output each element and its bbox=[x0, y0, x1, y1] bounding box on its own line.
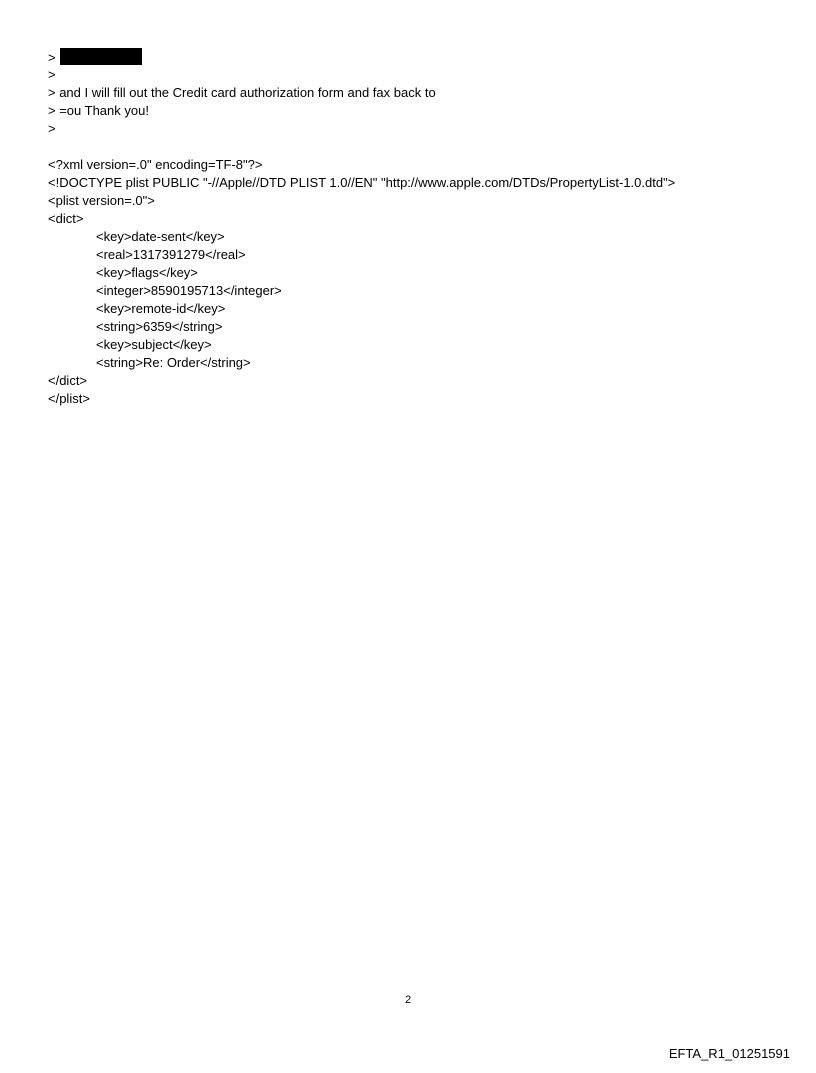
bates-number: EFTA_R1_01251591 bbox=[668, 1046, 790, 1061]
plist-key: <key>subject</key> bbox=[96, 337, 212, 352]
quoted-line: > and I will fill out the Credit card authorization form and fax back to bbox=[48, 85, 436, 100]
page-number: 2 bbox=[404, 994, 412, 1006]
dict-open-tag: <dict> bbox=[48, 211, 84, 226]
redaction-box bbox=[60, 48, 142, 65]
plist-value: <string>Re: Order</string> bbox=[96, 355, 251, 370]
quoted-line: > bbox=[48, 67, 56, 82]
xml-declaration: <?xml version=.0" encoding=TF-8"?> bbox=[48, 157, 263, 172]
quoted-line-redacted bbox=[48, 48, 142, 67]
plist-value: <real>1317391279</real> bbox=[96, 247, 246, 262]
plist-close-tag: </plist> bbox=[48, 391, 90, 406]
quoted-line: > bbox=[48, 121, 56, 136]
dict-close-tag: </dict> bbox=[48, 373, 88, 388]
quote-marker: > bbox=[48, 50, 56, 65]
plist-open-tag: <plist version=.0"> bbox=[48, 193, 155, 208]
plist-key: <key>date-sent</key> bbox=[96, 229, 225, 244]
plist-value: <integer>8590195713</integer> bbox=[96, 283, 282, 298]
plist-key: <key>flags</key> bbox=[96, 265, 198, 280]
doctype-line: <!DOCTYPE plist PUBLIC "-//Apple//DTD PLIST 1.0//EN" "http://www.apple.com/DTDs/PropertyList-1.0.dtd"> bbox=[48, 175, 676, 190]
plist-key: <key>remote-id</key> bbox=[96, 301, 226, 316]
quoted-line: > =ou Thank you! bbox=[48, 103, 149, 118]
plist-value: <string>6359</string> bbox=[96, 319, 223, 334]
